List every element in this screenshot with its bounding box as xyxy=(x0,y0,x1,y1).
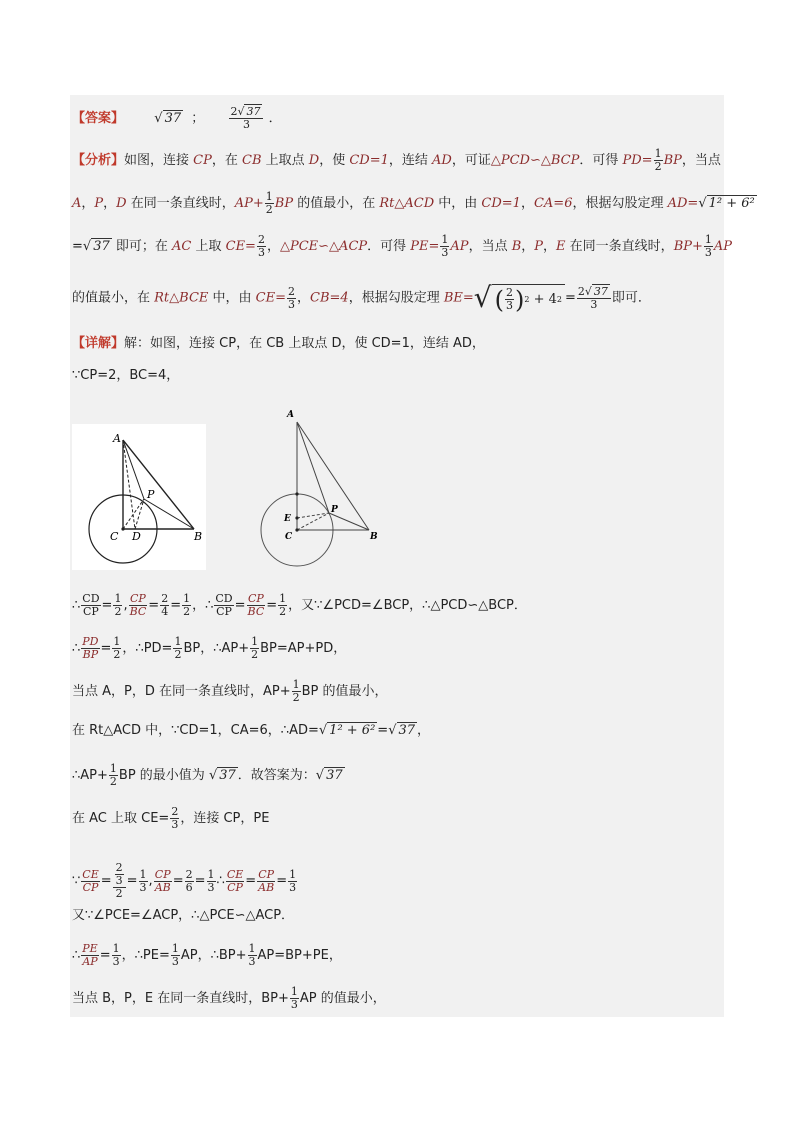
fraction: $\frac{\frac{2}{3}}{2}$ xyxy=(113,862,126,900)
fraction: $\frac{1}{2}$ xyxy=(292,678,300,704)
label-b: B xyxy=(194,530,203,543)
sqrt: √ 37 xyxy=(208,768,236,783)
t: = xyxy=(72,239,83,254)
label-d: D xyxy=(132,530,141,543)
t: = xyxy=(234,598,246,613)
t: 如图，连接 xyxy=(124,153,194,168)
t: = xyxy=(276,873,288,889)
detail-line-3 xyxy=(72,593,527,618)
t: BP 的最小值为 xyxy=(118,768,209,783)
t: CE= xyxy=(255,290,286,306)
t: ∴AP+ xyxy=(72,768,108,783)
fraction: $\frac{CP}{AB}$ xyxy=(258,867,275,894)
t: 中，由 xyxy=(434,196,482,211)
fraction: $\frac{1}{2}$ xyxy=(113,635,121,661)
t: ， xyxy=(81,196,95,211)
t: CP xyxy=(193,153,212,168)
label-p: P xyxy=(331,505,338,515)
t: CA=6 xyxy=(533,196,573,211)
fraction: $\frac{1}{2}$ xyxy=(114,592,122,618)
fraction: $\frac{2}{6}$ xyxy=(185,867,193,894)
t: 即可． xyxy=(611,290,651,306)
fraction: $\frac{1}{2}$ xyxy=(251,635,259,661)
detail-line-12 xyxy=(72,986,386,1011)
sqrt: √ 37 xyxy=(388,723,416,738)
t: ，∴AP+ xyxy=(200,641,250,656)
t: 的值最小，在 xyxy=(293,196,380,211)
fraction: $\frac{1}{3}$ xyxy=(112,942,120,968)
t: ，根据勾股定理 xyxy=(572,196,668,211)
t: ， xyxy=(417,723,431,738)
t: Rt△BCE xyxy=(154,290,209,306)
label-b: B xyxy=(370,532,378,542)
t: , xyxy=(123,598,128,613)
t: BE= xyxy=(443,290,474,306)
t: = xyxy=(245,873,257,889)
t: 在 AC 上取 CE= xyxy=(72,811,170,826)
t: ，根据勾股定理 xyxy=(348,290,444,306)
t: Rt△ACD xyxy=(379,196,435,211)
point-top xyxy=(295,492,298,495)
t: 当点 B，P，E 在同一条直线时，BP+ xyxy=(72,991,289,1006)
fraction: $\frac{1}{3}$ xyxy=(248,942,256,968)
answer-line xyxy=(72,106,282,131)
t: △PCE∽△ACP xyxy=(279,239,368,254)
t: AP xyxy=(450,239,469,254)
t: ∵CP=2，BC=4， xyxy=(72,368,180,383)
t: CB xyxy=(242,153,262,168)
fraction: $\frac{CD}{CP}$ xyxy=(215,592,233,618)
detail-line-5 xyxy=(72,679,388,704)
t: ，连接 CP，PE xyxy=(180,811,270,826)
fraction: $\frac{1}{2}$ xyxy=(109,762,117,788)
analysis-line-2 xyxy=(72,191,757,216)
t: = xyxy=(99,948,111,963)
fraction: $\frac{2}{3}$ xyxy=(257,233,265,259)
t: ，∴ xyxy=(192,598,214,613)
t: 的值最小，在 xyxy=(72,290,155,306)
label-a: A xyxy=(113,432,121,445)
t: ， xyxy=(520,196,534,211)
label-e: E xyxy=(284,514,291,524)
figure-1-svg xyxy=(72,424,206,570)
t: CD=1 xyxy=(349,153,389,168)
t: AP 的值最小， xyxy=(299,991,386,1006)
t: ∵ xyxy=(72,873,81,889)
t: 上取 xyxy=(191,239,226,254)
point-c xyxy=(295,528,298,531)
t: = xyxy=(564,290,576,306)
fraction: $\frac{1}{3}$ xyxy=(441,233,449,259)
t: ．可得 xyxy=(579,153,623,168)
point-e xyxy=(295,516,298,519)
t: 在同一条直线时， xyxy=(565,239,674,254)
t: PE= xyxy=(410,239,440,254)
detail-line-10 xyxy=(72,906,294,926)
t: ．故答案为： xyxy=(237,768,316,783)
t: = xyxy=(148,598,160,613)
fraction: $\frac{1}{3}$ xyxy=(704,233,712,259)
sqrt: √ 1² + 6² xyxy=(318,723,376,738)
t: B xyxy=(511,239,522,254)
t: = xyxy=(194,873,206,889)
detail-tag: 【详解】 xyxy=(72,336,125,351)
t: = xyxy=(266,598,278,613)
t: BP xyxy=(274,196,294,211)
t: D xyxy=(116,196,127,211)
t: = xyxy=(126,873,138,889)
t: ，∴PE= xyxy=(121,948,170,963)
t: ， xyxy=(103,196,117,211)
fraction: $\frac{1}{3}$ xyxy=(289,867,297,894)
label-c: C xyxy=(285,532,293,542)
answer-separator: ； xyxy=(191,111,205,126)
t: ∴ xyxy=(216,873,225,889)
fraction: $\frac{1}{2}$ xyxy=(174,635,182,661)
segment-pb xyxy=(144,499,194,529)
fraction: $\frac{1}{2}$ xyxy=(279,592,287,618)
detail-line-4 xyxy=(72,636,346,661)
t: ，当点 xyxy=(468,239,512,254)
fraction: $\frac{2}{3}$ xyxy=(288,284,295,311)
fraction: $\frac{CP}{BC}$ xyxy=(129,592,147,618)
t: ，可证 xyxy=(451,153,491,168)
fraction: $\frac{PE}{AP}$ xyxy=(82,942,98,968)
t: E xyxy=(556,239,566,254)
detail-line-9 xyxy=(72,862,298,900)
figure-1 xyxy=(72,424,206,570)
point-c xyxy=(121,527,124,530)
t: ，在 xyxy=(211,153,242,168)
t: 当点 A，P，D 在同一条直线时，AP+ xyxy=(72,684,291,699)
t: = xyxy=(172,873,184,889)
analysis-tag: 【分析】 xyxy=(72,153,125,168)
t: AP xyxy=(180,948,198,963)
detail-line-1 xyxy=(72,334,485,354)
t: 在 Rt△ACD 中，∵CD=1，CA=6，∴AD= xyxy=(72,723,319,738)
t: ，当点 xyxy=(681,153,721,168)
fraction: $\frac{2}{3}$ xyxy=(171,805,179,831)
t: AP xyxy=(713,239,733,254)
t: CB=4 xyxy=(310,290,349,306)
t: 上取点 xyxy=(261,153,309,168)
t: AD xyxy=(432,153,452,168)
detail-line-7 xyxy=(72,763,345,788)
t: D xyxy=(308,153,320,168)
sqrt: √ ( $\frac{2}{3}$ ) 2 + 4 2 xyxy=(474,284,565,312)
fraction: $\frac{1}{3}$ xyxy=(139,867,147,894)
t: A xyxy=(72,196,82,211)
analysis-line-4 xyxy=(72,281,651,314)
label-c: C xyxy=(110,530,119,543)
t: , xyxy=(148,873,153,889)
detail-line-2 xyxy=(72,366,179,386)
detail-line-8 xyxy=(72,806,269,831)
sqrt: √ 1² + 6² xyxy=(698,196,755,211)
t: = xyxy=(100,873,112,889)
sqrt: √ 37 xyxy=(315,768,343,783)
t: AD= xyxy=(667,196,699,211)
detail-line-11 xyxy=(72,943,342,968)
t: ．可得 xyxy=(367,239,411,254)
t: BP=AP+PD， xyxy=(260,641,347,656)
t: = xyxy=(101,598,113,613)
segment-ap xyxy=(297,422,329,513)
t: BP+ xyxy=(673,239,703,254)
fraction: $\frac{1}{3}$ xyxy=(290,985,298,1011)
fraction: $\frac{1}{2}$ xyxy=(654,147,662,173)
t: ，使 xyxy=(319,153,350,168)
t: BP xyxy=(663,153,682,168)
t: = xyxy=(377,723,389,738)
fraction: $\frac{1}{2}$ xyxy=(265,190,273,216)
t: BP xyxy=(183,641,201,656)
fraction: $\frac{1}{2}$ xyxy=(183,592,191,618)
t: ∴ xyxy=(72,948,81,963)
fraction: $\frac{CE}{CP}$ xyxy=(82,867,99,894)
answer-tag: 【答案】 xyxy=(72,111,125,126)
t: ， xyxy=(297,290,311,306)
t: ， xyxy=(266,239,280,254)
t: AC xyxy=(172,239,192,254)
segment-ap xyxy=(123,440,144,499)
segment-pd xyxy=(135,499,144,529)
fraction: $\frac{2√ 37}{3}$ xyxy=(577,286,611,311)
sqrt: √ 37 xyxy=(82,239,110,254)
label-a: A xyxy=(287,410,294,420)
answer-end: ． xyxy=(268,111,282,126)
t: 在同一条直线时， xyxy=(126,196,235,211)
t: = xyxy=(170,598,182,613)
t: CD=1 xyxy=(481,196,521,211)
t: 又∵∠PCE=∠ACP，∴△PCE∽△ACP． xyxy=(72,908,295,923)
label-p: P xyxy=(147,488,155,501)
analysis-line-1 xyxy=(72,148,721,173)
fraction: $\frac{CD}{CP}$ xyxy=(82,592,100,618)
fraction: $\frac{1}{3}$ xyxy=(171,942,179,968)
answer-value-1: √ 37 xyxy=(154,111,182,126)
t: = xyxy=(100,641,112,656)
fraction: $\frac{CP}{AB}$ xyxy=(154,867,171,894)
t: ，连结 xyxy=(388,153,433,168)
answer-value-2: $\frac{2√ 37}{3}$ xyxy=(229,106,263,131)
segment-cp xyxy=(123,499,144,529)
figure-2 xyxy=(255,405,385,575)
fraction: $\frac{PD}{BP}$ xyxy=(82,635,99,661)
fraction: $\frac{CP}{BC}$ xyxy=(247,592,265,618)
t: P xyxy=(534,239,544,254)
t: ，∴BP+ xyxy=(197,948,247,963)
detail-line-6 xyxy=(72,721,430,741)
t: AP+ xyxy=(234,196,264,211)
t: P xyxy=(94,196,104,211)
t: ，∴PD= xyxy=(122,641,173,656)
t: ∴ xyxy=(72,641,81,656)
fraction: $\frac{CE}{CP}$ xyxy=(226,867,244,894)
analysis-line-3 xyxy=(72,234,732,259)
t: ， xyxy=(521,239,535,254)
t: ∴ xyxy=(72,598,81,613)
t: BP 的值最小， xyxy=(301,684,388,699)
t: ，又∵∠PCD=∠BCP，∴△PCD∽△BCP． xyxy=(288,598,527,613)
t: CE= xyxy=(225,239,256,254)
fraction: $\frac{1}{3}$ xyxy=(207,867,215,894)
fraction: $\frac{2}{4}$ xyxy=(161,592,169,618)
t: AP=BP+PE， xyxy=(257,948,342,963)
t: 中，由 xyxy=(208,290,256,306)
t: △PCD∽△BCP xyxy=(490,153,580,168)
t: PD= xyxy=(622,153,653,168)
t: 即可；在 xyxy=(111,239,173,254)
t: 解：如图，连接 CP，在 CB 上取点 D，使 CD=1，连结 AD， xyxy=(124,336,485,351)
t: ， xyxy=(543,239,557,254)
figure-2-svg xyxy=(255,405,385,575)
